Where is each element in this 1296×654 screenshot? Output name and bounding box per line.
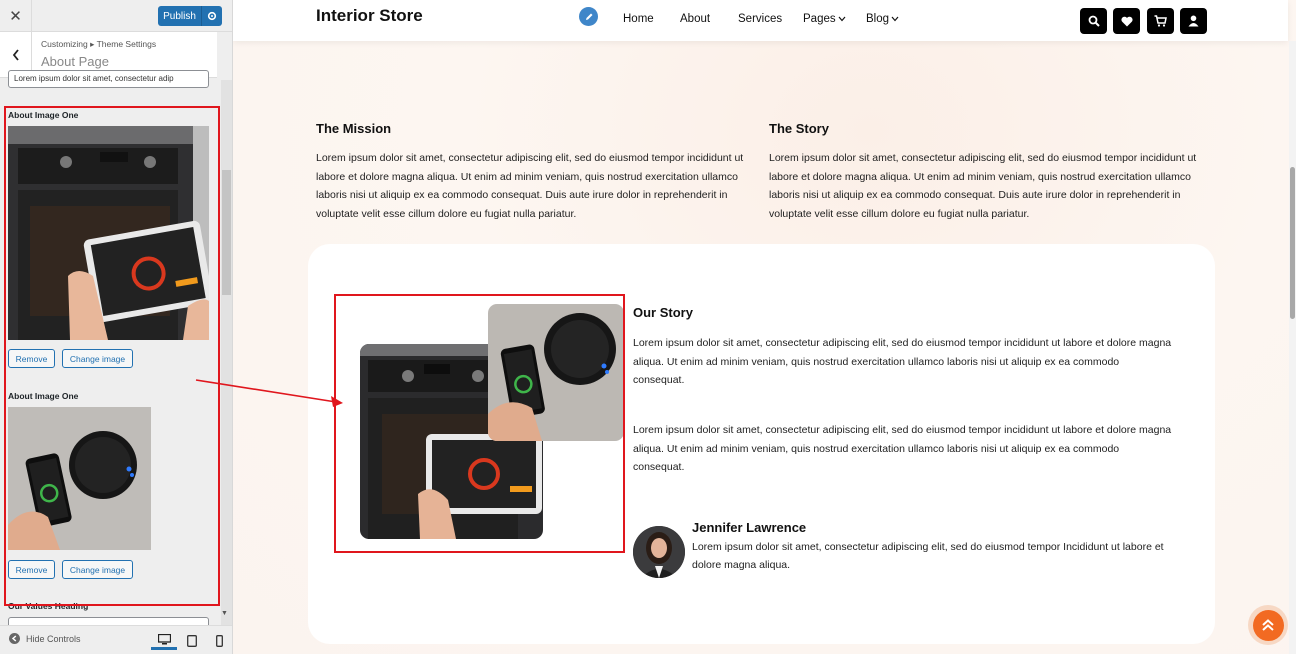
- chevron-up-icon: [1261, 618, 1275, 632]
- cart-button[interactable]: [1147, 8, 1174, 34]
- person-name: Jennifer Lawrence: [692, 520, 807, 535]
- wishlist-button[interactable]: [1113, 8, 1140, 34]
- gear-icon: [207, 11, 217, 21]
- image-two-label: About Image One: [8, 391, 79, 401]
- our-story-paragraph-1: Lorem ipsum dolor sit amet, consectetur adipiscing elit, sed do eiusmod tempor incididunt ut labore et dolore magna aliqua. Ut enim ad minim veniam, quis nostrud exercitation ullamco laboris nisi ut aliquip ex ea commodo consequat.: [633, 337, 1172, 386]
- nav-home[interactable]: Home: [623, 13, 654, 25]
- customizer-footer: [0, 625, 233, 654]
- mobile-icon: [216, 635, 223, 647]
- person-quote: Lorem ipsum dolor sit amet, consectetur adipiscing elit, sed do eiusmod tempor Incididunt ut labore et dolore magna aliqua.: [692, 541, 1164, 571]
- desktop-icon: [158, 634, 171, 645]
- site-preview: [233, 0, 1296, 654]
- close-customizer-button[interactable]: [0, 0, 32, 32]
- preview-scrollbar-track[interactable]: [1289, 41, 1296, 654]
- user-icon: [1188, 15, 1199, 27]
- about-text-field[interactable]: Lorem ipsum dolor sit amet, consectetur adip: [8, 70, 209, 88]
- mission-heading: The Mission: [316, 121, 392, 136]
- our-story-heading: Our Story: [633, 305, 693, 320]
- hide-controls-button[interactable]: [9, 633, 81, 644]
- section-title: About Page: [41, 54, 109, 69]
- sidebar-scrollbar-track[interactable]: [221, 80, 232, 625]
- site-brand[interactable]: Interior Store: [316, 6, 423, 25]
- tablet-preview-button[interactable]: [179, 631, 205, 650]
- nav-pages-label: Pages: [803, 13, 836, 25]
- chevron-down-icon: [891, 16, 899, 22]
- hide-controls-label: Hide Controls: [26, 633, 81, 644]
- nav-about[interactable]: About: [680, 13, 711, 25]
- scroll-to-top-inner: [1253, 610, 1284, 641]
- search-button[interactable]: [1080, 8, 1107, 34]
- nav-blog[interactable]: [866, 13, 899, 25]
- avatar: [633, 526, 685, 578]
- portrait-photo: [633, 526, 685, 578]
- nav-pages[interactable]: [803, 13, 846, 25]
- image-one-label: About Image One: [8, 110, 79, 120]
- breadcrumb: Customizing ▸ Theme Settings: [41, 39, 157, 49]
- publish-settings-button[interactable]: [202, 6, 222, 26]
- preview-highlight-box: [334, 294, 625, 553]
- remove-image-one-button[interactable]: Remove: [8, 349, 55, 368]
- customizer-sidebar: [0, 0, 233, 654]
- sidebar-highlight-box: [4, 106, 220, 606]
- scroll-to-top-button[interactable]: [1248, 605, 1288, 645]
- edit-shortcut-button[interactable]: [579, 7, 598, 26]
- heart-icon: [1121, 16, 1133, 27]
- our-story-paragraph-2: Lorem ipsum dolor sit amet, consectetur adipiscing elit, sed do eiusmod tempor incididunt ut labore et dolore magna aliqua. Ut enim ad minim veniam, quis nostrud exercitation ullamco laboris nisi ut aliquip ex ea commodo consequat.: [633, 424, 1172, 473]
- mobile-preview-button[interactable]: [206, 631, 232, 650]
- nav-blog-label: Blog: [866, 13, 890, 25]
- remove-image-two-button[interactable]: Remove: [8, 560, 55, 579]
- chevron-down-icon: [838, 16, 846, 22]
- change-image-one-button[interactable]: Change image: [62, 349, 133, 368]
- story-text: Lorem ipsum dolor sit amet, consectetur adipiscing elit, sed do eiusmod tempor incididunt ut labore et dolore magna aliqua. Ut enim ad minim veniam, quis nostrud exercitation ullamco laboris nisi ut aliquip ex ea commodo consequat. Duis aute irure dolor in reprehenderit in voluptate velit esse cillum dolore eu fugiat nulla pariatur.: [769, 152, 1197, 220]
- preview-scrollbar-thumb[interactable]: [1290, 167, 1295, 319]
- collapse-icon: [9, 633, 20, 644]
- values-heading-label: Our Values Heading: [8, 601, 89, 611]
- cart-icon: [1154, 15, 1167, 27]
- search-icon: [1088, 15, 1100, 27]
- change-image-two-button[interactable]: Change image: [62, 560, 133, 579]
- chevron-left-icon: [12, 49, 20, 61]
- publish-button[interactable]: Publish: [158, 6, 202, 26]
- sidebar-scrollbar-thumb[interactable]: [222, 170, 231, 295]
- site-header: [233, 0, 1288, 41]
- tablet-icon: [187, 635, 197, 647]
- publish-group: [158, 6, 222, 26]
- story-heading: The Story: [769, 121, 829, 136]
- desktop-preview-button[interactable]: [151, 631, 177, 650]
- scroll-down-arrow-icon[interactable]: ▼: [221, 610, 228, 617]
- nav-services[interactable]: Services: [738, 13, 783, 25]
- close-icon: ✕: [9, 8, 22, 25]
- mission-text: Lorem ipsum dolor sit amet, consectetur adipiscing elit, sed do eiusmod tempor incididunt ut labore et dolore magna aliqua. Ut enim ad minim veniam, quis nostrud exercitation ullamco laboris nisi ut aliquip ex ea commodo consequat. Duis aute irure dolor in reprehenderit in voluptate velit esse cillum dolore eu fugiat nulla pariatur.: [316, 152, 744, 220]
- pencil-icon: [584, 12, 594, 22]
- customizer-header: [0, 0, 233, 32]
- account-button[interactable]: [1180, 8, 1207, 34]
